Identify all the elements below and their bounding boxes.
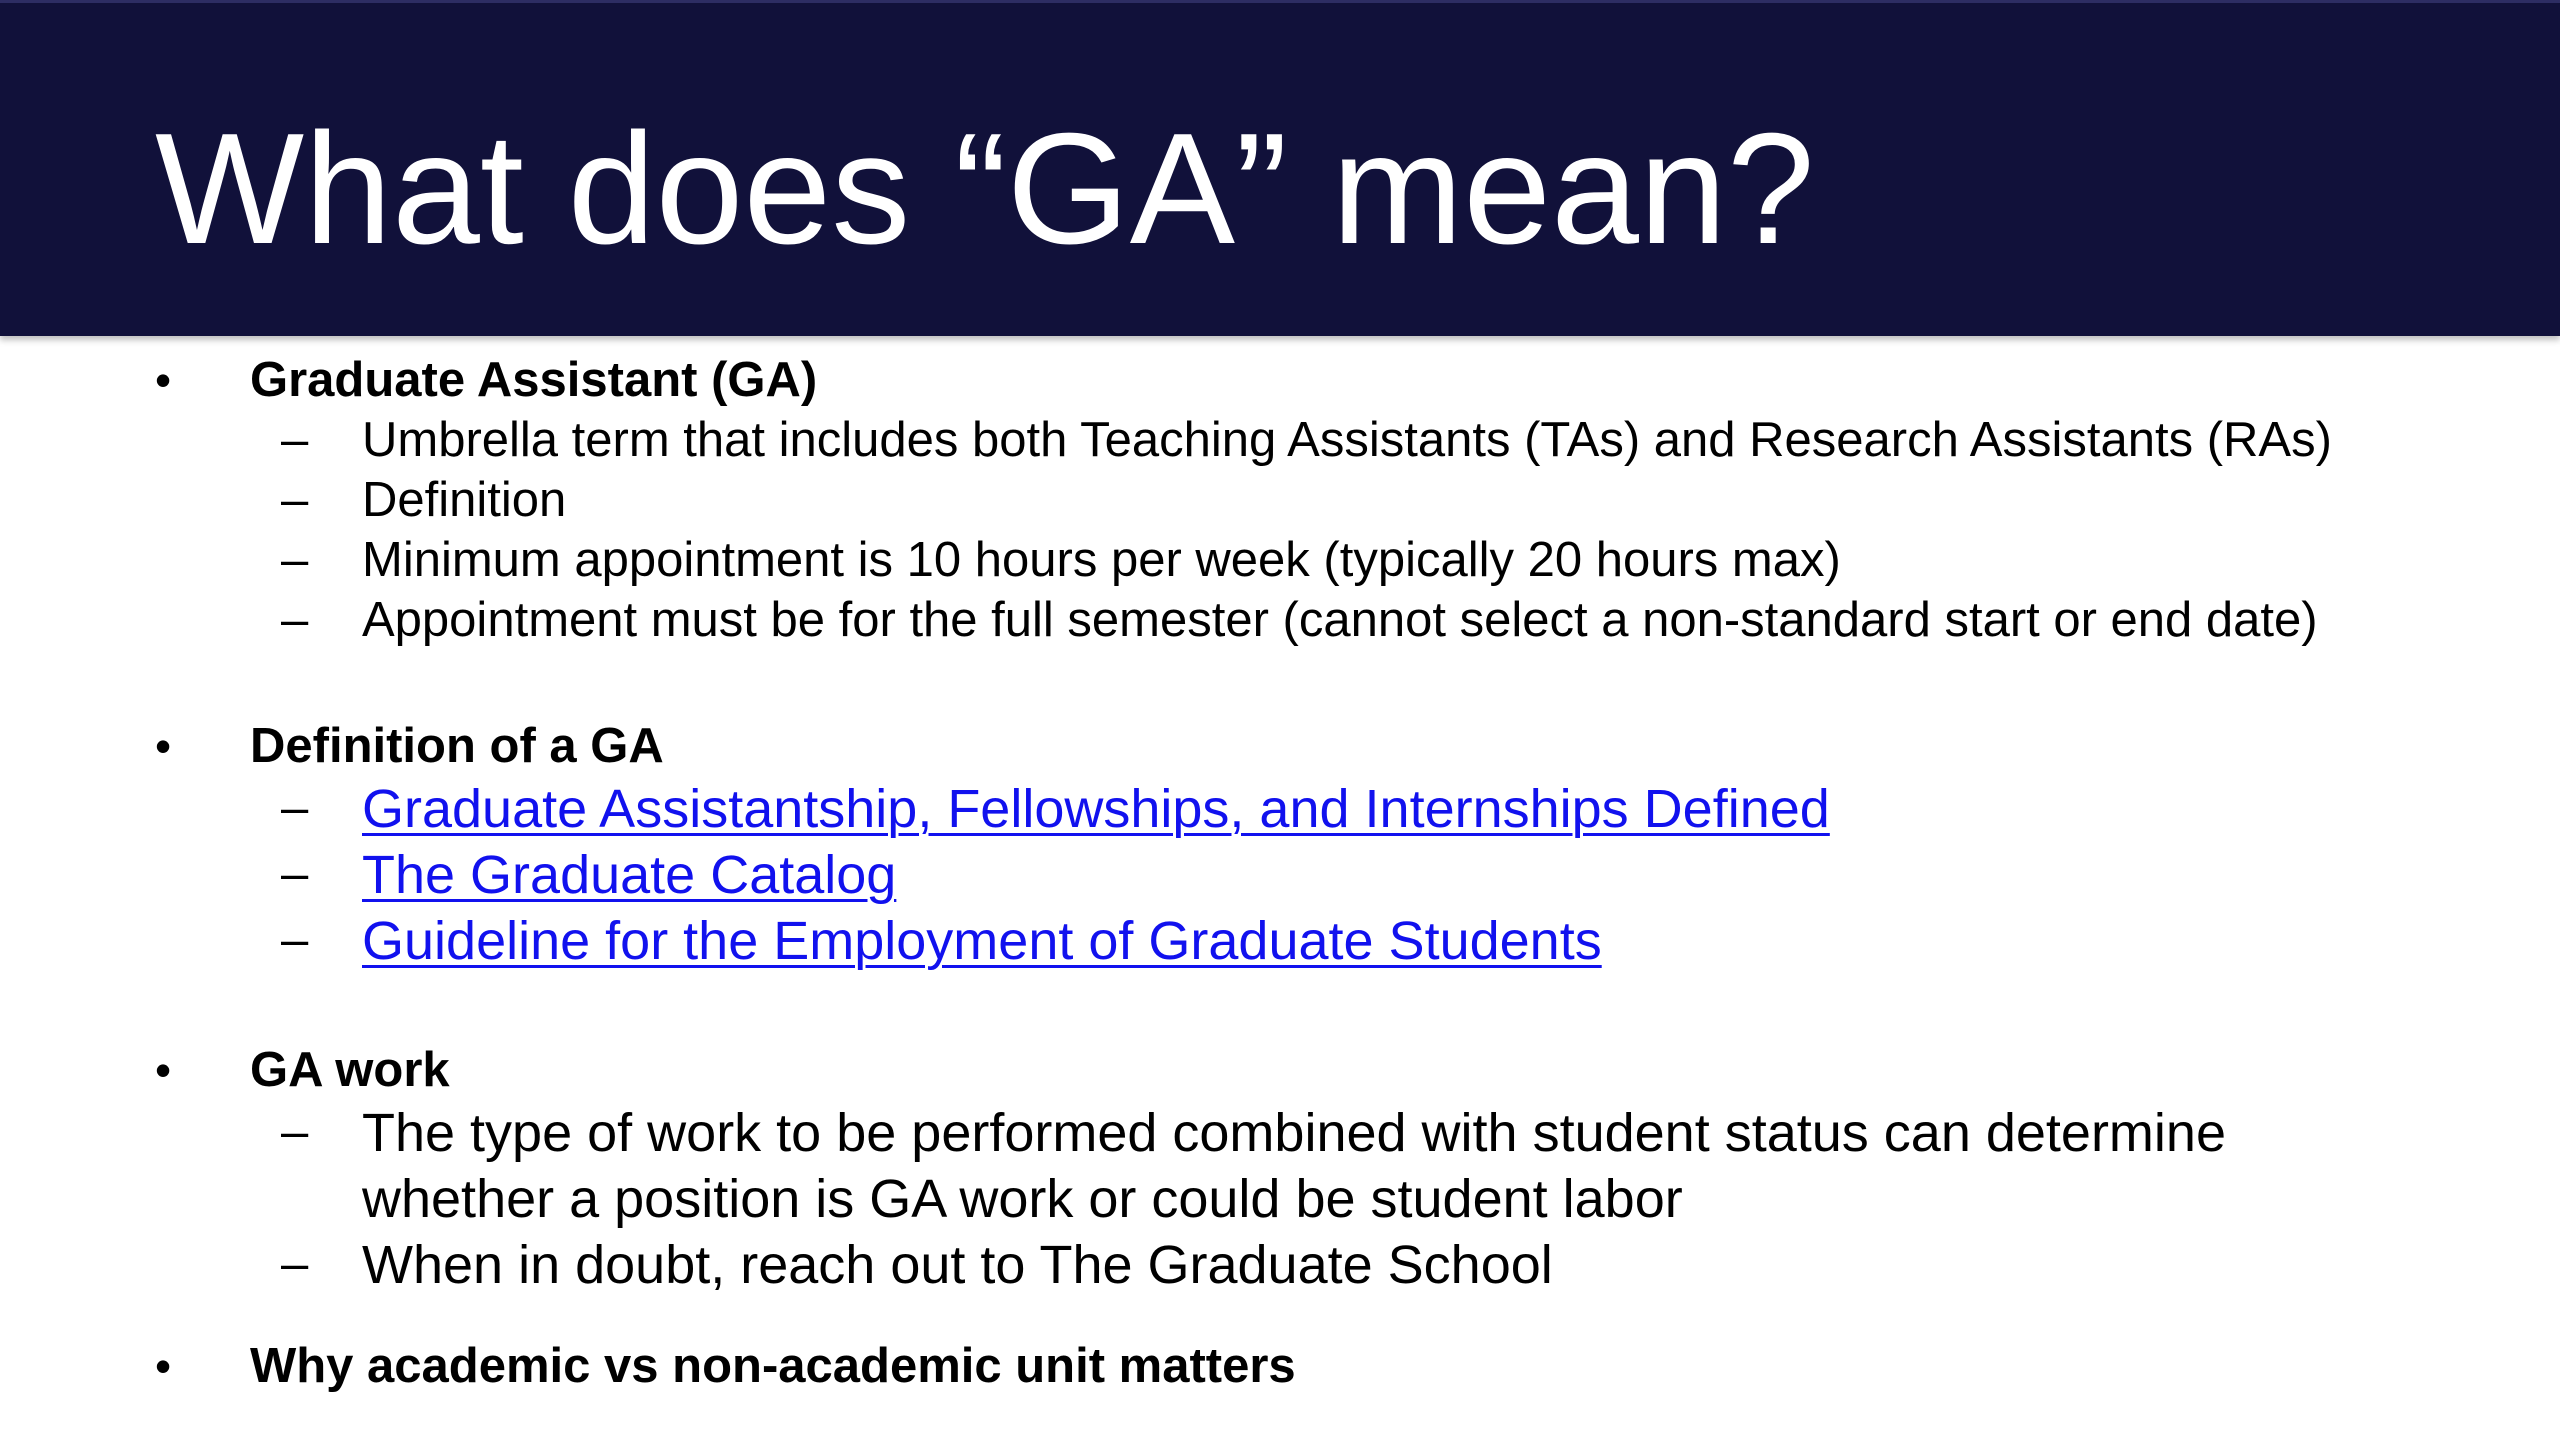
- link-graduate-catalog[interactable]: The Graduate Catalog: [362, 845, 897, 905]
- dash-marker: –: [281, 1237, 309, 1291]
- section-heading-academic-units: Why academic vs non-academic unit matters: [250, 1339, 1296, 1393]
- dash-marker: –: [281, 1105, 309, 1159]
- list-item: When in doubt, reach out to The Graduate School: [362, 1235, 1553, 1295]
- bullet-marker: •: [155, 1340, 172, 1392]
- bullet-marker: •: [155, 720, 172, 772]
- list-item: Umbrella term that includes both Teaching Assistants (TAs) and Research Assistants (RAs): [362, 413, 2332, 467]
- list-item: Definition: [362, 473, 567, 527]
- dash-marker: –: [281, 473, 309, 527]
- link-assistantship-defined[interactable]: Graduate Assistantship, Fellowships, and Internships Defined: [362, 779, 1830, 839]
- section-heading-definition-of-ga: Definition of a GA: [250, 719, 664, 773]
- link-item: [362, 908, 1602, 974]
- section-heading-ga-work: GA work: [250, 1043, 450, 1097]
- dash-marker: –: [281, 847, 309, 901]
- dash-marker: –: [281, 413, 309, 467]
- link-employment-guideline[interactable]: Guideline for the Employment of Graduate Students: [362, 911, 1602, 971]
- list-item: Appointment must be for the full semester (cannot select a non-standard start or end date): [362, 593, 2318, 647]
- dash-marker: –: [281, 913, 309, 967]
- slide-title: What does “GA” mean?: [155, 101, 1815, 277]
- section-heading-graduate-assistant: Graduate Assistant (GA): [250, 353, 818, 407]
- dash-marker: –: [281, 533, 309, 587]
- bullet-marker: •: [155, 354, 172, 406]
- bullet-marker: •: [155, 1044, 172, 1096]
- link-item: [362, 776, 1830, 842]
- link-item: [362, 842, 896, 908]
- list-item: Minimum appointment is 10 hours per week (typically 20 hours max): [362, 533, 1841, 587]
- dash-marker: –: [281, 781, 309, 835]
- list-item: The type of work to be performed combined with student status can determine: [362, 1103, 2226, 1163]
- list-item-continuation: whether a position is GA work or could be student labor: [362, 1169, 1683, 1229]
- dash-marker: –: [281, 593, 309, 647]
